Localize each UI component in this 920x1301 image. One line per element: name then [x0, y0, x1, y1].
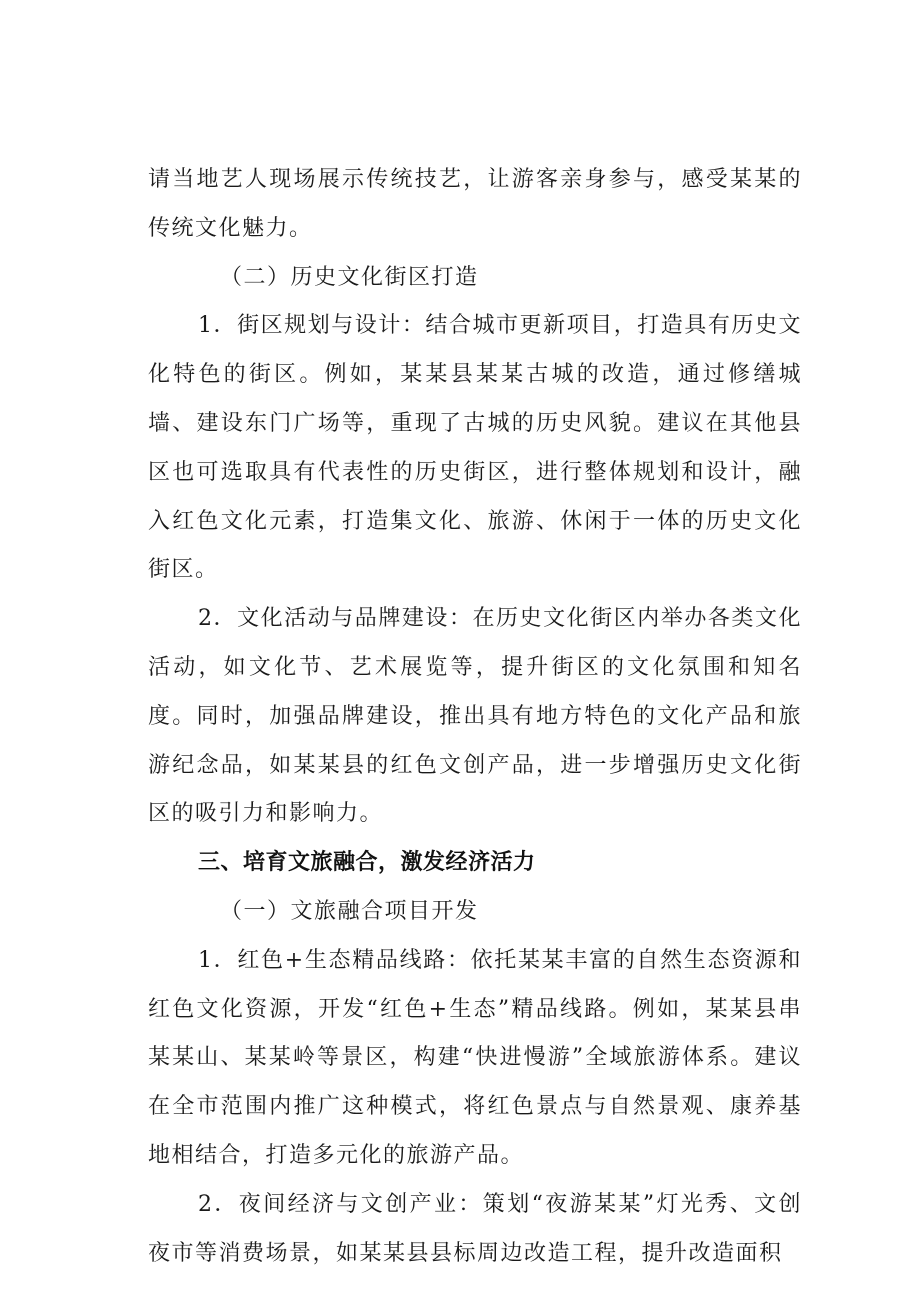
section-heading-three: 三、培育文旅融合，激发经济活力: [198, 850, 536, 876]
subheading-project-development: （一）文旅融合项目开发: [220, 898, 479, 924]
paragraph-cultural-activities: 2．文化活动与品牌建设：在历史文化街区内举办各类文化活动，如文化节、艺术展览等，提升街区的文化氛围和知名度。同时，加强品牌建设，推出具有地方特色的文化产品和旅游纪念品，如某某县的红色文创产品，进一步增强历史文化街区的吸引力和影响力。: [148, 606, 802, 827]
subheading-historic-district: （二）历史文化街区打造: [220, 264, 479, 290]
paragraph-continuation: 请当地艺人现场展示传统技艺，让游客亲身参与，感受某某的传统文化魅力。: [148, 167, 802, 241]
paragraph-district-planning: 1．街区规划与设计：结合城市更新项目，打造具有历史文化特色的街区。例如，某某县某某古城的改造，通过修缮城墙、建设东门广场等，重现了古城的历史风貌。建议在其他县区也可选取具有代表性的历史街区，进行整体规划和设计，融入红色文化元素，打造集文化、旅游、休闲于一体的历史文化街区。: [148, 313, 802, 583]
paragraph-red-ecology-routes: 1．红色+生态精品线路：依托某某丰富的自然生态资源和红色文化资源，开发“红色+生态”精品线路。例如，某某县串某某山、某某岭等景区，构建“快进慢游”全域旅游体系。建议在全市范围内推广这种模式，将红色景点与自然景观、康养基地相结合，打造多元化的旅游产品。: [148, 947, 802, 1168]
document-body: [148, 156, 802, 1278]
paragraph-night-economy: 2．夜间经济与文创产业：策划“夜游某某”灯光秀、文创夜市等消费场景，如某某县县标周边改造工程，提升改造面积: [148, 1191, 802, 1266]
